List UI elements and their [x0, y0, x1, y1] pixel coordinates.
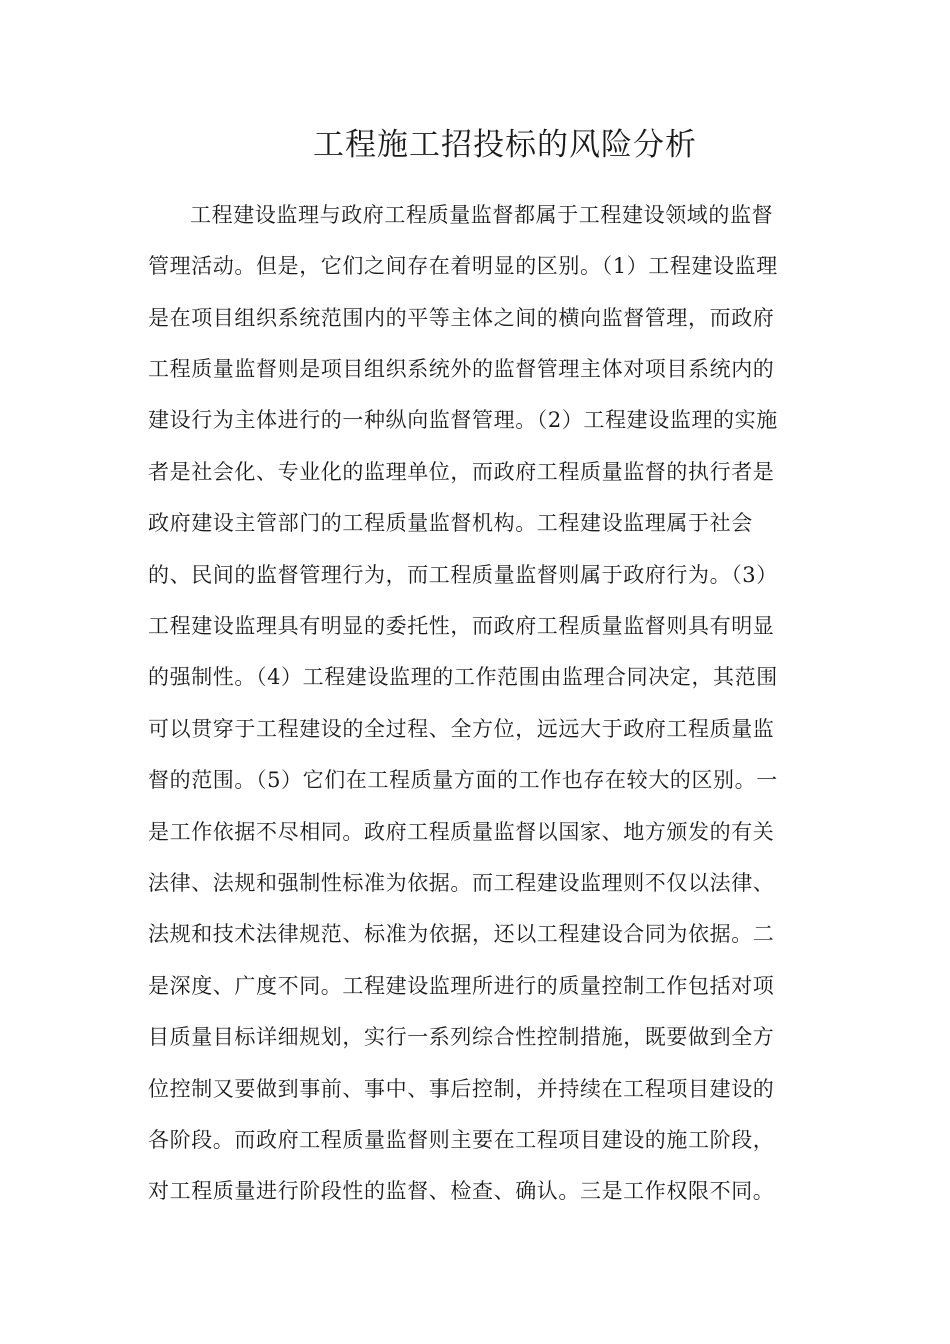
paragraph-line: 的、民间的监督管理行为，而工程质量监督则属于政府行为。（3） — [148, 563, 778, 587]
paragraph-line: 的强制性。（4）工程建设监理的工作范围由监理合同决定，其范围 — [148, 665, 778, 689]
paragraph-line: 工程建设监理具有明显的委托性，而政府工程质量监督则具有明显 — [148, 614, 775, 638]
paragraph-line: 可以贯穿于工程建设的全过程、全方位，远远大于政府工程质量监 — [148, 717, 775, 741]
paragraph-line: 工程建设监理与政府工程质量监督都属于工程建设领域的监督 — [190, 203, 774, 227]
paragraph-line: 是深度、广度不同。工程建设监理所进行的质量控制工作包括对项 — [148, 974, 775, 998]
paragraph-line: 对工程质量进行阶段性的监督、检查、确认。三是工作权限不同。 — [148, 1179, 775, 1203]
paragraph-line: 工程质量监督则是项目组织系统外的监督管理主体对项目系统内的 — [148, 357, 775, 381]
paragraph-line: 建设行为主体进行的一种纵向监督管理。（2）工程建设监理的实施 — [148, 408, 778, 432]
document-title: 工程施工招投标的风险分析 — [313, 127, 697, 163]
paragraph-line: 政府建设主管部门的工程质量监督机构。工程建设监理属于社会 — [148, 511, 753, 535]
paragraph-line: 是工作依据不尽相同。政府工程质量监督以国家、地方颁发的有关 — [148, 820, 775, 844]
paragraph-line: 是在项目组织系统范围内的平等主体之间的横向监督管理，而政府 — [148, 306, 775, 330]
paragraph-line: 位控制又要做到事前、事中、事后控制，并持续在工程项目建设的 — [148, 1077, 775, 1101]
paragraph-line: 法规和技术法律规范、标准为依据，还以工程建设合同为依据。二 — [148, 922, 775, 946]
paragraph-line: 各阶段。而政府工程质量监督则主要在工程项目建设的施工阶段， — [148, 1128, 775, 1152]
paragraph-line: 管理活动。但是，它们之间存在着明显的区别。（1）工程建设监理 — [148, 254, 778, 278]
paragraph-line: 法律、法规和强制性标准为依据。而工程建设监理则不仅以法律、 — [148, 871, 775, 895]
paragraph-line: 者是社会化、专业化的监理单位，而政府工程质量监督的执行者是 — [148, 460, 775, 484]
paragraph-line: 目质量目标详细规划，实行一系列综合性控制措施，既要做到全方 — [148, 1025, 775, 1049]
paragraph-line: 督的范围。（5）它们在工程质量方面的工作也存在较大的区别。一 — [148, 768, 778, 792]
